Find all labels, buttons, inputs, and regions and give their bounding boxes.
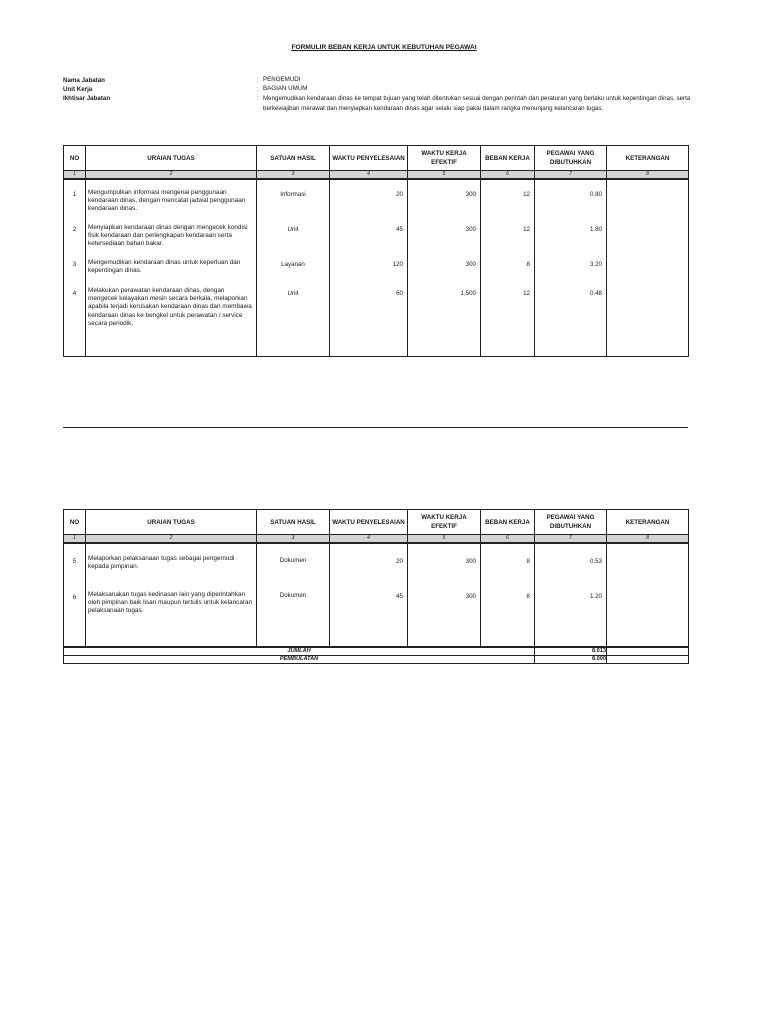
column-number: 8 [607, 535, 689, 544]
waktu-penyelesaian: 20 [396, 191, 403, 198]
header-waktu-penyelesaian: WAKTU PENYELESAIAN [330, 510, 408, 535]
task-description: Melaksanakan tugas kedinasan lain yang diperintahkan oleh pimpinan baik lisan maupun tertulis untuk kelancaran pelaksanaan tugas. [88, 591, 253, 615]
waktu-efektif: 300 [465, 226, 476, 233]
task-number: 2 [72, 226, 77, 233]
pegawai-dibutuhkan: 3.20 [589, 261, 602, 268]
header-beban: BEBAN KERJA [481, 146, 535, 171]
waktu-efektif: 300 [465, 261, 476, 268]
table-body-row [64, 543, 689, 647]
table-header-row [64, 146, 689, 171]
waktu-penyelesaian: 45 [396, 593, 403, 600]
header-no: NO [64, 510, 86, 535]
header-satuan: SATUAN HASIL [257, 146, 330, 171]
ikhtisar-jabatan-label: Ikhtisar Jabatan [63, 95, 111, 102]
task-number: 4 [72, 290, 77, 297]
waktu-penyelesaian: 120 [392, 261, 403, 268]
header-pegawai: PEGAWAI YANG DIBUTUHKAN [535, 146, 607, 171]
beban-kerja: 8 [526, 261, 530, 268]
task-number: 3 [72, 261, 77, 268]
table-body-row [64, 179, 689, 356]
header-waktu-penyelesaian: WAKTU PENYELESAIAN [330, 146, 408, 171]
satuan-hasil: Layanan [281, 261, 305, 268]
header-keterangan: KETERANGAN [607, 510, 689, 535]
keterangan-cell [607, 179, 689, 356]
waktu-efektif: 300 [465, 191, 476, 198]
pembulatan-label: PEMBULATAN [64, 656, 535, 664]
satuan-hasil: Dokumen [279, 557, 307, 564]
beban-kerja: 12 [523, 226, 530, 233]
header-satuan: SATUAN HASIL [257, 510, 330, 535]
waktu-penyelesaian: 60 [396, 290, 403, 297]
jumlah-value: 8.013 [535, 647, 607, 656]
column-number: 7 [535, 171, 607, 180]
form-title: FORMULIR BEBAN KERJA UNTUK KEBUTUHAN PEGAWAI [291, 44, 477, 51]
header-waktu-efektif: WAKTU KERJA EFEKTIF [408, 146, 481, 171]
task-number: 1 [72, 191, 77, 198]
keterangan-cell [607, 543, 689, 647]
pegawai-dibutuhkan: 1.20 [589, 593, 602, 600]
info-colon: : [257, 95, 259, 102]
column-number: 2 [86, 171, 257, 180]
column-number: 4 [330, 535, 408, 544]
task-description: Melaporkan pelaksanaan tugas sebagai pengemudi kepada pimpinan. [88, 555, 235, 571]
pembulatan-row [64, 656, 689, 664]
keterangan-cell [607, 656, 689, 664]
column-number: 5 [408, 535, 481, 544]
nama-jabatan-value: PENGEMUDI [263, 76, 301, 83]
task-number: 5 [72, 558, 77, 565]
pegawai-dibutuhkan: 0.48 [589, 290, 602, 297]
column-number: 6 [481, 171, 535, 180]
column-number: 8 [607, 171, 689, 180]
column-number-row [64, 535, 689, 544]
header-keterangan: KETERANGAN [607, 146, 689, 171]
task-number: 6 [72, 594, 77, 601]
column-number-row [64, 171, 689, 180]
waktu-penyelesaian: 20 [396, 558, 403, 565]
pembulatan-value: 8.000 [535, 656, 607, 664]
task-description: Mengemudikan kendaraan dinas untuk keperluan dan kepentingan dinas. [88, 259, 241, 275]
pegawai-dibutuhkan: 1.80 [589, 226, 602, 233]
column-number: 1 [64, 171, 86, 180]
column-number: 1 [64, 535, 86, 544]
header-beban: BEBAN KERJA [481, 510, 535, 535]
waktu-efektif: 300 [465, 558, 476, 565]
header-waktu-efektif: WAKTU KERJA EFEKTIF [408, 510, 481, 535]
page-divider [63, 427, 688, 428]
header-uraian: URAIAN TUGAS [86, 146, 257, 171]
info-colon: : [257, 86, 259, 93]
waktu-penyelesaian: 45 [396, 226, 403, 233]
satuan-hasil: Unit [287, 226, 299, 233]
nama-jabatan-label: Nama Jabatan [63, 77, 105, 84]
waktu-efektif: 300 [465, 593, 476, 600]
info-colon: : [257, 77, 259, 84]
task-description: Mengumpulkan informasi mengenai penggunaan kendaraan dinas, dengan mencatat jadwal penggunaan kendaraan dinas. [88, 189, 246, 213]
jumlah-row [64, 647, 689, 656]
header-pegawai: PEGAWAI YANG DIBUTUHKAN [535, 510, 607, 535]
satuan-hasil: Dokumen [279, 592, 307, 599]
column-number: 6 [481, 535, 535, 544]
beban-kerja: 8 [526, 593, 530, 600]
beban-kerja: 12 [523, 290, 530, 297]
workload-table-1 [63, 145, 689, 357]
task-description: Menyiapkan kendaraan dinas dengan mengecek kondisi fisik kendaraan dan perlengkapan kendaraan serta ketersediaan bahan bakar. [88, 224, 248, 248]
unit-kerja-label: Unit Kerja [63, 86, 93, 93]
header-uraian: URAIAN TUGAS [86, 510, 257, 535]
waktu-efektif: 1,500 [460, 290, 476, 297]
column-number: 5 [408, 171, 481, 180]
pegawai-dibutuhkan: 0.80 [589, 191, 602, 198]
beban-kerja: 12 [523, 191, 530, 198]
satuan-hasil: Unit [287, 290, 299, 297]
task-description: Melakukan perawatan kendaraan dinas, dengan mengecek kelayakan mesin secara berkala, melaporkan apabila terjadi kerusakan kendaraan dinas dan membawa kendaraan dinas ke bengkel untuk perawatan / service secara periodik. [88, 287, 252, 327]
table-header-row [64, 510, 689, 535]
header-no: NO [64, 146, 86, 171]
keterangan-cell [607, 647, 689, 656]
unit-kerja-value: BAGIAN UMUM [263, 85, 308, 92]
jumlah-label: JUMLAH [64, 647, 535, 656]
workload-table-2 [63, 509, 689, 664]
beban-kerja: 8 [526, 558, 530, 565]
column-number: 2 [86, 535, 257, 544]
column-number: 7 [535, 535, 607, 544]
column-number: 3 [257, 535, 330, 544]
column-number: 3 [257, 171, 330, 180]
column-number: 4 [330, 171, 408, 180]
satuan-hasil: Informasi [280, 191, 306, 198]
pegawai-dibutuhkan: 0.53 [589, 558, 602, 565]
ikhtisar-jabatan-value: Mengemudikan kendaraan dinas ke tempat tujuan yang telah ditentukan sesuai dengan perintah dan peraturan yang berlaku untuk kepentingan dinas, serta berkewajiban merawat dan menyiapkan kendaraan dinas agar selalu siap pakai dalam rangka menunjang kelancaran tugas. [263, 95, 691, 112]
